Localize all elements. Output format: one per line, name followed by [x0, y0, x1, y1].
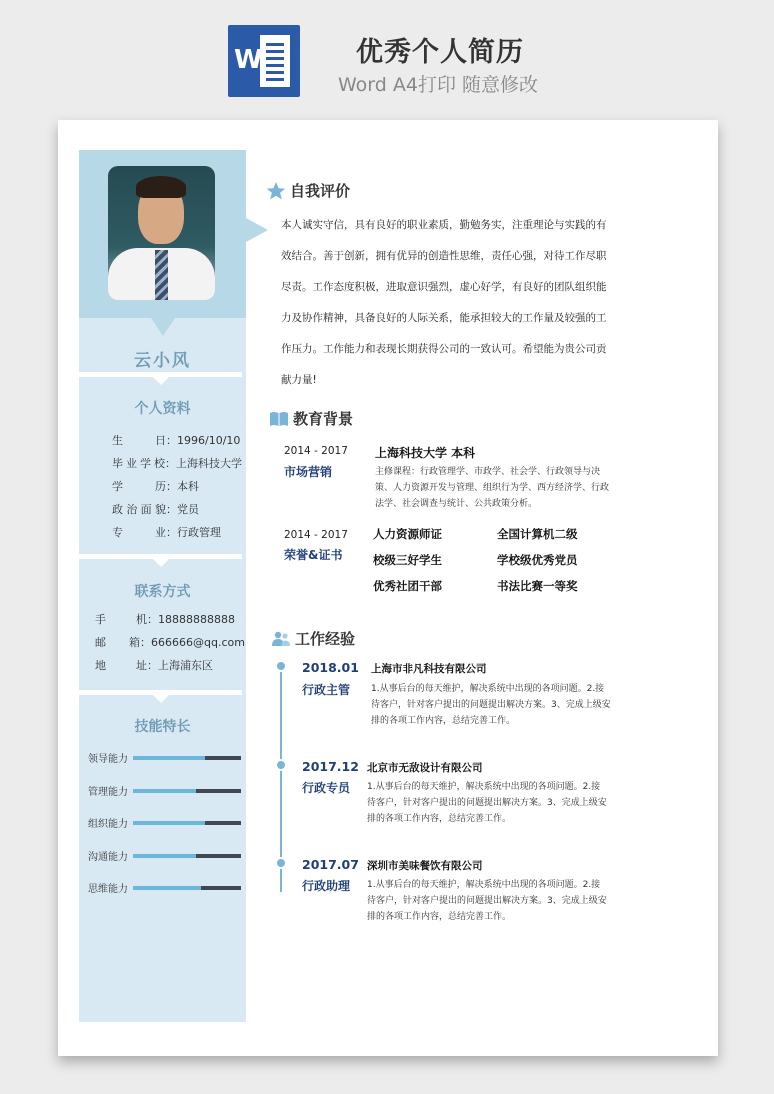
honors-grid	[373, 526, 613, 595]
honor-item: 校级三好学生	[373, 553, 442, 567]
job-date: 2017.07	[302, 857, 359, 872]
job-title: 行政主管	[302, 683, 351, 697]
skill-bar	[133, 756, 241, 760]
skill-label: 管理能力	[88, 786, 128, 798]
job-description: 1.从事后台的每天维护，解决系统中出现的各项问题。2.接待客户，针对客户提出的问题提出解决方案。3、完成上级安排的各项工作内容，总结完善工作。	[367, 782, 607, 824]
job-date: 2017.12	[302, 759, 359, 774]
education-courses: 主修课程：行政管理学、市政学、社会学、行政领导与决策、人力资源开发与管理、组织行为学、西方经济学、行政法学、社会调查与统计、公共政策分析。	[375, 467, 610, 509]
info-item: 学历 ： 本科	[112, 480, 199, 493]
photo-pointer-down	[151, 318, 175, 336]
skill-bar-fill	[133, 789, 196, 793]
education-header	[269, 408, 353, 429]
timeline-dot	[275, 660, 287, 672]
resume-page	[58, 120, 718, 1056]
job-title: 行政助理	[302, 879, 351, 893]
divider	[79, 554, 242, 559]
job-description: 1.从事后台的每天维护，解决系统中出现的各项问题。2.接待客户，针对客户提出的问题提出解决方案。3、完成上级安排的各项工作内容，总结完善工作。	[371, 684, 611, 726]
job-company: 北京市无敌设计有限公司	[367, 762, 483, 774]
self-eval-text: 本人诚实守信，具有良好的职业素质，勤勉务实，注重理论与实践的有效结合。善于创新，拥有优异的创造性思维，责任心强，对待工作尽职尽责。工作态度积极，进取意识强烈，虚心好学，有良好的团队组织能力及协作精神，具备良好的人际关系，能承担较大的工作量及较强的工作压力。工作能力和表现长期获得公司的一致认可。希望能为贵公司贡献力量!	[281, 219, 607, 386]
job-description: 1.从事后台的每天维护，解决系统中出现的各项问题。2.接待客户，针对客户提出的问题提出解决方案。3、完成上级安排的各项工作内容，总结完善工作。	[367, 880, 607, 922]
skill-bar	[133, 789, 241, 793]
contact-heading: 联系方式	[134, 584, 191, 600]
contact-item: 手机 ： 18888888888	[95, 613, 235, 626]
timeline-dot	[275, 759, 287, 771]
personal-info-list	[112, 433, 242, 548]
word-icon-letter: W	[234, 45, 263, 75]
avatar	[108, 166, 215, 300]
personal-heading: 个人资料	[134, 401, 191, 417]
skill-bar-fill	[133, 886, 201, 890]
contact-list	[95, 612, 245, 681]
skill-label: 思维能力	[88, 884, 128, 895]
skill-bar-fill	[133, 756, 205, 760]
skills-list	[88, 750, 243, 913]
skill-bar	[133, 821, 241, 825]
skill-label: 组织能力	[88, 819, 128, 830]
skill-bar	[133, 886, 241, 890]
skill-row	[88, 750, 243, 783]
people-icon	[271, 629, 291, 649]
skill-row	[88, 783, 243, 816]
info-item: 毕业学校 ： 上海科技大学	[112, 457, 242, 470]
honor-item: 优秀社团干部	[373, 579, 442, 593]
education-heading: 教育背景	[293, 410, 354, 428]
education-date: 2014 - 2017	[284, 445, 348, 457]
self-eval-header	[266, 180, 350, 201]
banner	[0, 0, 774, 110]
info-item: 生日 ： 1996/10/10	[112, 434, 241, 447]
divider	[79, 372, 242, 377]
job-title: 行政专员	[302, 781, 351, 795]
banner-title: 优秀个人简历	[356, 37, 524, 68]
work-heading: 工作经验	[295, 630, 356, 648]
skill-bar-fill	[133, 854, 196, 858]
skill-row	[88, 848, 243, 881]
info-item: 政治面貌 ： 党员	[112, 503, 199, 516]
skill-label: 沟通能力	[88, 851, 128, 863]
job-company: 深圳市美味餐饮有限公司	[367, 860, 483, 872]
photo-block	[79, 150, 246, 318]
honor-item: 书法比赛一等奖	[497, 579, 578, 593]
contact-item: 地址 ： 上海浦东区	[95, 659, 213, 672]
skill-bar	[133, 854, 241, 858]
banner-subtitle: Word A4打印 随意修改	[337, 74, 538, 96]
word-icon	[228, 25, 300, 97]
timeline-dot	[275, 857, 287, 869]
star-icon	[266, 181, 286, 201]
book-icon	[269, 409, 289, 429]
job-company: 上海市非凡科技有限公司	[371, 663, 487, 675]
honor-item: 人力资源师证	[373, 527, 442, 541]
education-school: 上海科技大学 本科	[375, 446, 476, 460]
photo-pointer-right	[246, 218, 268, 242]
education-major: 市场营销	[284, 465, 333, 479]
contact-item: 邮箱 ： 666666@qq.com	[95, 636, 245, 649]
job-date: 2018.01	[302, 660, 359, 675]
info-item: 专业 ： 行政管理	[112, 526, 221, 539]
sidebar	[79, 150, 246, 1022]
honor-item: 全国计算机二级	[497, 527, 578, 541]
honor-item: 学校级优秀党员	[497, 553, 578, 567]
self-eval-heading: 自我评价	[290, 182, 351, 200]
skill-row	[88, 880, 243, 913]
skill-row	[88, 815, 243, 848]
skills-heading: 技能特长	[134, 719, 191, 735]
profile-name: 云小风	[134, 351, 191, 371]
honors-title: 荣誉&证书	[284, 548, 343, 562]
skill-label: 领导能力	[88, 754, 128, 765]
work-header	[271, 628, 355, 649]
skill-bar-fill	[133, 821, 205, 825]
divider	[79, 690, 242, 695]
honors-date: 2014 - 2017	[284, 529, 348, 541]
